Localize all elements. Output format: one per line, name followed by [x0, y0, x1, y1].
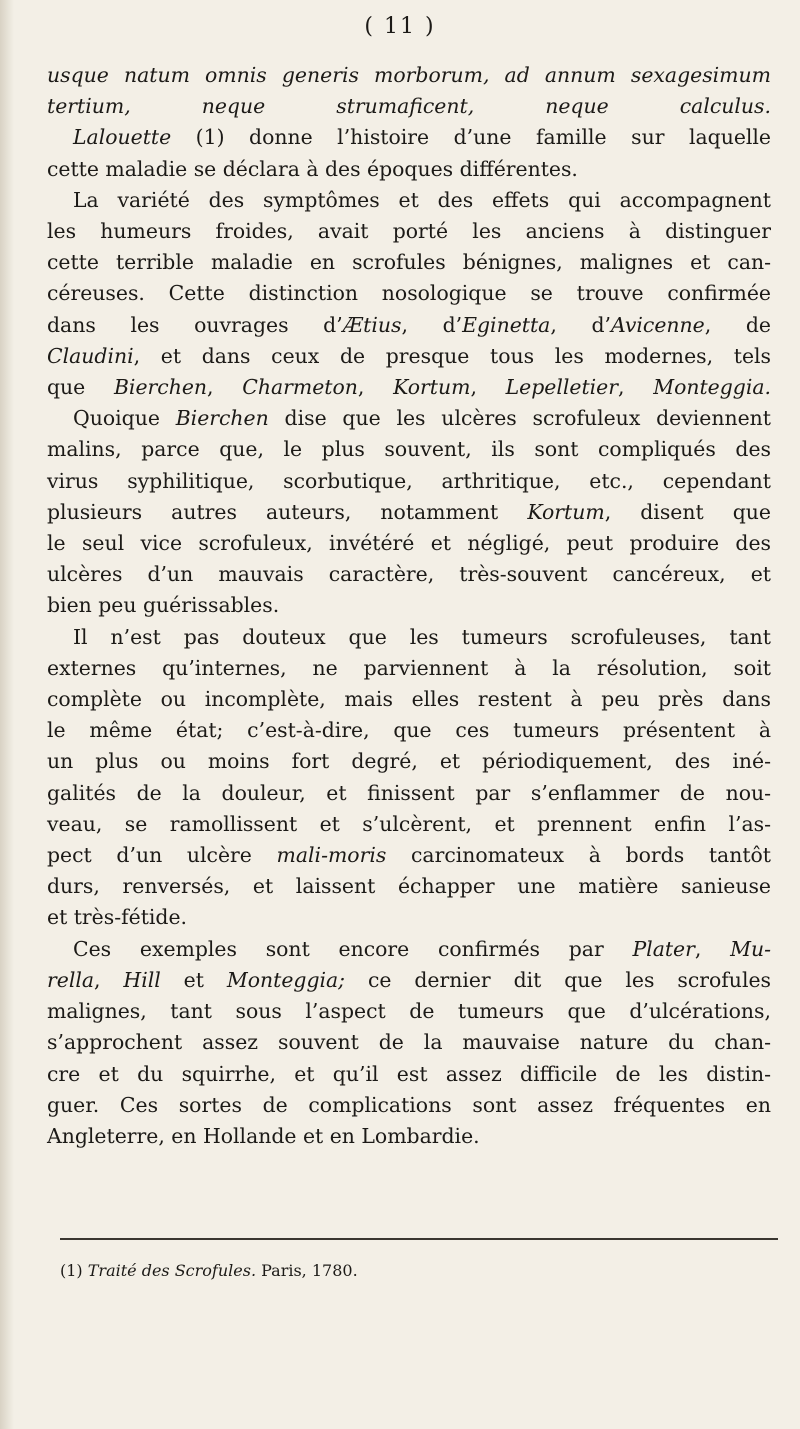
text-segment: le seul vice scrofuleux, invétéré et négligé, peut produire des: [47, 531, 771, 556]
text-segment: ,: [357, 375, 394, 400]
text-segment: le même état; c’est-à-dire, que ces tumeurs présentent à: [47, 718, 771, 743]
text-segment: complète ou incomplète, mais elles restent à peu près dans: [47, 687, 771, 712]
text-line: [47, 715, 771, 746]
text-segment: ,: [618, 375, 654, 400]
text-segment: ulcères d’un mauvais caractère, très-souvent cancéreux, et: [47, 562, 771, 587]
italic-text: Kortum: [393, 375, 471, 400]
text-line: [47, 809, 771, 840]
text-segment: Il n’est pas douteux que les tumeurs scrofuleuses, tant: [73, 624, 771, 649]
italic-text: Ætius: [342, 312, 402, 337]
italic-text: Eginetta: [462, 312, 551, 337]
text-line: [47, 778, 771, 809]
text-segment: malignes, tant sous l’aspect de tumeurs que d’ulcérations,: [47, 999, 771, 1024]
text-segment: cre et du squirrhe, et qu’il est assez difficile de les distin-: [47, 1061, 771, 1086]
text-segment: , d’: [401, 312, 463, 337]
text-segment: un plus ou moins fort degré, et périodiquement, des iné-: [47, 749, 771, 774]
text-line: [47, 466, 771, 497]
text-line: [47, 1090, 771, 1121]
text-line: [47, 1027, 771, 1058]
text-line: [47, 278, 771, 309]
italic-text: Lepelletier: [505, 375, 618, 400]
italic-text: Claudini: [47, 343, 134, 368]
italic-text: Charmeton: [242, 375, 358, 400]
text-line: [47, 965, 771, 996]
text-segment: bien peu guérissables.: [47, 593, 280, 618]
text-line: [47, 122, 771, 153]
text-line: [47, 590, 771, 621]
italic-text: Bierchen: [175, 406, 269, 431]
text-line: [47, 996, 771, 1027]
text-segment: , de: [704, 312, 771, 337]
italic-text: usque natum omnis generis morborum, ad annum sexagesimum: [47, 63, 771, 87]
text-line: [47, 528, 771, 559]
footnote-rule: [60, 1238, 778, 1240]
text-segment: les humeurs froides, avait porté les anciens à distinguer: [47, 219, 771, 244]
text-segment: cette maladie se déclara à des époques différentes.: [47, 156, 578, 181]
text-line: [47, 622, 771, 653]
text-line: [47, 902, 771, 933]
text-line: [47, 871, 771, 902]
footnote-title: Traité des Scrofules.: [87, 1261, 257, 1280]
text-segment: cette terrible maladie en scrofules bénignes, malignes et can-: [47, 250, 771, 275]
italic-text: tertium, neque strumaficent, neque calculus.: [47, 94, 771, 119]
text-segment: , d’: [550, 312, 611, 337]
text-segment: ,: [207, 375, 243, 400]
italic-text: Avicenne: [610, 312, 705, 337]
text-segment: céreuses. Cette distinction nosologique se trouve confirmée: [47, 281, 771, 306]
italic-text: Plater: [632, 936, 695, 961]
text-line: [47, 653, 771, 684]
text-segment: s’approchent assez souvent de la mauvaise nature du chan-: [47, 1030, 771, 1055]
text-line: [47, 684, 771, 715]
text-line: [47, 434, 771, 465]
text-line: [47, 91, 771, 122]
text-segment: galités de la douleur, et finissent par s’enflammer de nou-: [47, 780, 771, 805]
text-segment: durs, renversés, et laissent échapper une matière sanieuse: [47, 874, 771, 899]
text-line: [47, 403, 771, 434]
text-segment: dise que les ulcères scrofuleux deviennent: [268, 406, 771, 431]
text-segment: ,: [94, 967, 124, 992]
text-line: [47, 247, 771, 278]
text-segment: La variété des symptômes et des effets qui accompagnent: [73, 187, 771, 212]
body-text: [47, 60, 771, 1152]
text-segment: carcinomateux à bords tantôt: [386, 843, 771, 868]
text-segment: virus syphilitique, scorbutique, arthritique, etc., cependant: [47, 468, 771, 493]
text-segment: ce dernier dit que les scrofules: [345, 967, 771, 992]
italic-text: rella: [47, 967, 95, 992]
text-segment: dans les ouvrages d’: [47, 312, 343, 337]
italic-text: Bierchen: [113, 375, 208, 400]
text-line: [47, 341, 771, 372]
text-line: [47, 185, 771, 216]
text-segment: ,: [694, 936, 731, 961]
text-segment: malins, parce que, le plus souvent, ils sont compliqués des: [47, 437, 771, 462]
text-segment: pect d’un ulcère: [47, 843, 277, 868]
text-segment: (1) donne l’histoire d’une famille sur laquelle: [171, 125, 771, 150]
text-segment: et très-fétide.: [47, 905, 188, 930]
footnote-text: (1): [60, 1261, 88, 1280]
italic-text: Kortum: [527, 499, 605, 524]
text-line: [47, 154, 771, 185]
text-segment: , disent que: [604, 499, 771, 524]
text-segment: que: [47, 375, 114, 400]
text-line: [47, 310, 771, 341]
text-line: [47, 216, 771, 247]
text-line: [47, 372, 771, 403]
page-binding-edge: [0, 0, 14, 1429]
text-segment: veau, se ramollissent et s’ulcèrent, et prennent enfin l’as-: [47, 811, 771, 836]
italic-text: Lalouette: [73, 125, 172, 150]
text-segment: ,: [470, 375, 506, 400]
text-segment: Angleterre, en Hollande et en Lombardie.: [47, 1123, 480, 1148]
footnote-text: Paris, 1780.: [256, 1261, 358, 1280]
text-line: [47, 1059, 771, 1090]
text-segment: Quoique: [73, 406, 176, 431]
text-segment: , et dans ceux de presque tous les modernes, tels: [133, 343, 771, 368]
text-segment: Ces exemples sont encore confirmés par: [73, 936, 633, 961]
text-line: [47, 497, 771, 528]
italic-text: Monteggia;: [226, 967, 346, 992]
text-segment: et: [160, 967, 227, 992]
italic-text: mali-moris: [276, 843, 387, 868]
text-line: [47, 840, 771, 871]
italic-text: Monteggia.: [653, 375, 772, 400]
text-segment: externes qu’internes, ne parviennent à la résolution, soit: [47, 655, 771, 680]
text-segment: plusieurs autres auteurs, notamment: [47, 499, 528, 524]
italic-text: Hill: [123, 967, 161, 992]
italic-text: Mu-: [730, 936, 772, 961]
text-line: [47, 60, 771, 91]
text-line: [47, 559, 771, 590]
text-line: [47, 1121, 771, 1152]
text-segment: guer. Ces sortes de complications sont assez fréquentes en: [47, 1092, 771, 1117]
footnote: [60, 1260, 760, 1282]
text-line: [47, 746, 771, 777]
text-line: [47, 934, 771, 965]
page-number: ( 11 ): [364, 14, 436, 39]
